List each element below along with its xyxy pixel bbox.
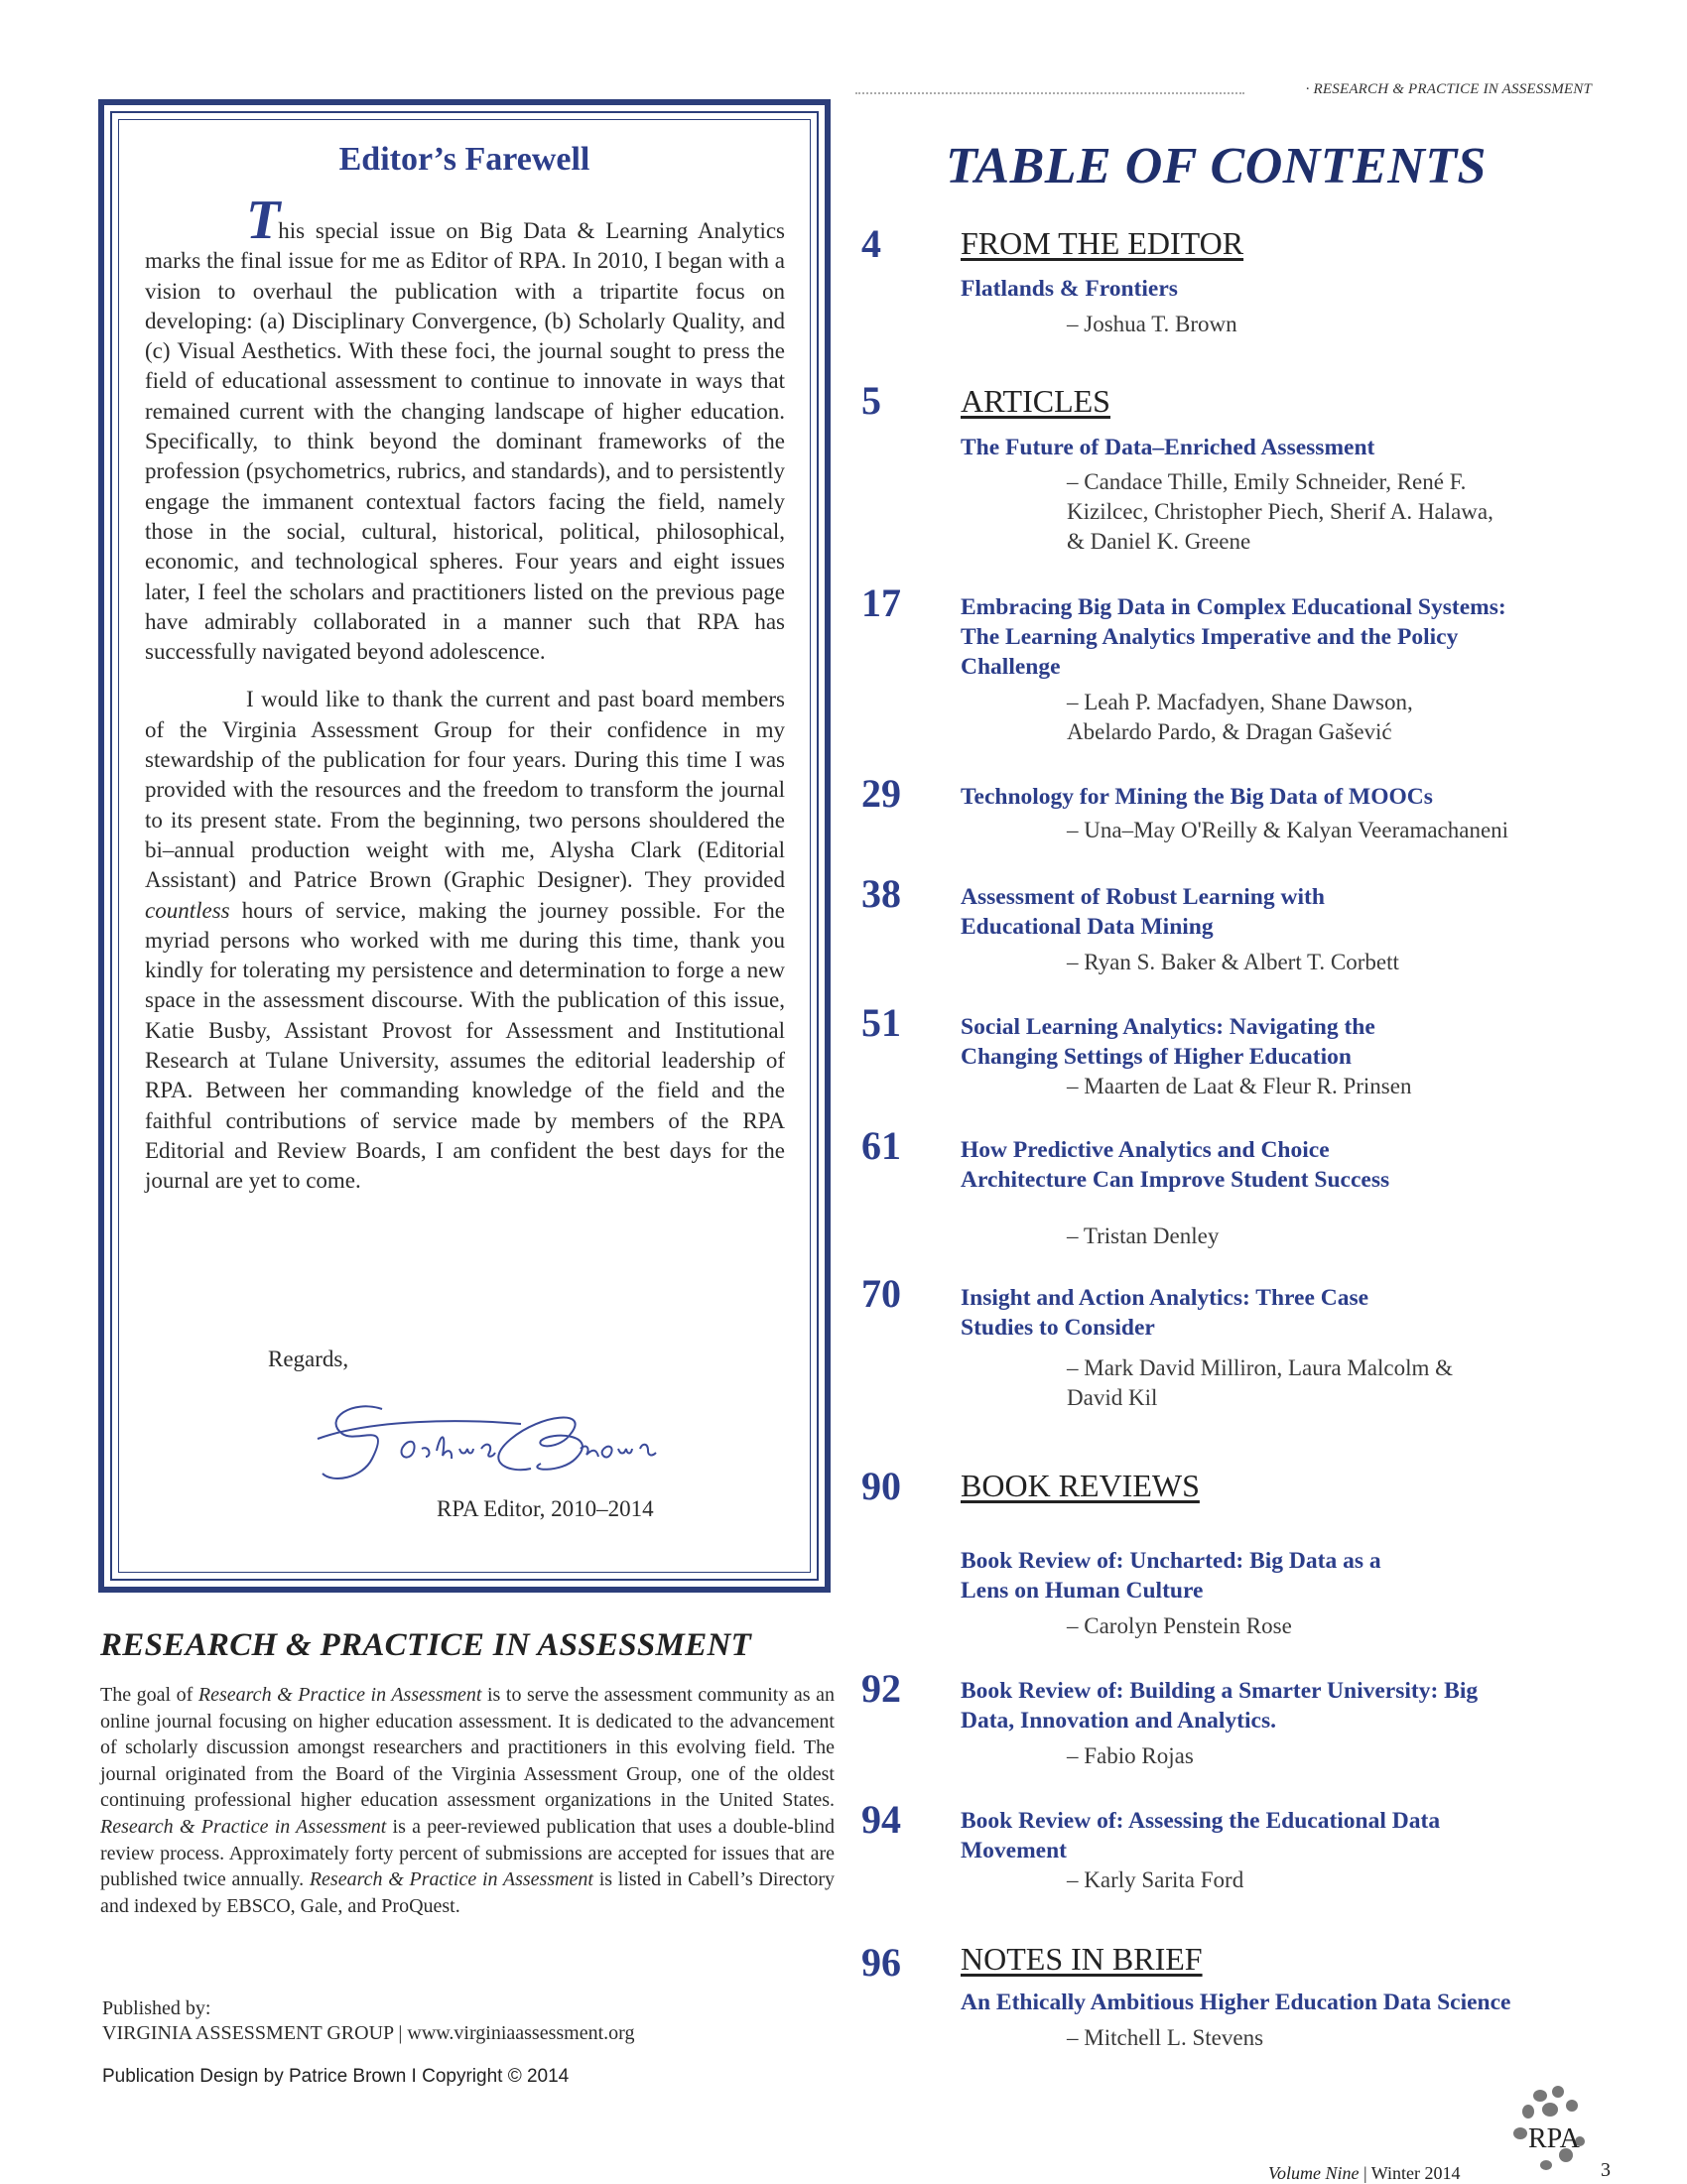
toc-article-title[interactable]: Social Learning Analytics: Navigating the Changing Settings of Higher Education <box>961 1014 1375 1070</box>
running-header: · RESEARCH & PRACTICE IN ASSESSMENT <box>1305 81 1592 97</box>
rpa-logo <box>1506 2082 1592 2176</box>
about-text-3: is a peer-reviewed publication that uses a double-blind review process. Approximately forty percent of submissions are accepted for issues that are published twice annually. <box>100 1815 835 1891</box>
toc-section-book-reviews[interactable]: BOOK REVIEWS <box>961 1468 1200 1503</box>
journal-name: Research & Practice in Assessment <box>100 1815 387 1838</box>
toc-page-number: 92 <box>861 1666 901 1711</box>
rpa-logo-text: RPA <box>1528 2123 1580 2154</box>
header-dotted-rule <box>855 92 1244 94</box>
farewell-paragraph-2-text-a: I would like to thank the current and past board members of the Virginia Assessment Group for their confidence in my stewardship of the publication for four years. During this time I was provided with the resources and the freedom to transform the journal to its present state. From the beginning, two persons shouldered the bi–annual production weight with me, Alysha Clark (Editorial Assistant) and Patrice Brown (Graphic Designer). They provided <box>145 687 785 893</box>
publisher-line: VIRGINIA ASSESSMENT GROUP | www.virginiaassessment.org <box>102 2022 635 2044</box>
toc-section-notes-in-brief[interactable]: NOTES IN BRIEF <box>961 1941 1203 1977</box>
toc-article-authors: – Tristan Denley <box>1067 1223 1220 1248</box>
toc-article-authors: – Joshua T. Brown <box>1067 312 1237 336</box>
toc-article-title[interactable]: Book Review of: Uncharted: Big Data as a Lens on Human Culture <box>961 1548 1381 1604</box>
toc-article-title[interactable]: Assessment of Robust Learning with Educational Data Mining <box>961 884 1325 940</box>
toc-article-authors: – Ryan S. Baker & Albert T. Corbett <box>1067 950 1399 974</box>
toc-article-title[interactable]: Flatlands & Frontiers <box>961 276 1178 302</box>
toc-article-authors: – Karly Sarita Ford <box>1067 1867 1244 1892</box>
toc-article-authors: – Maarten de Laat & Fleur R. Prinsen <box>1067 1074 1412 1098</box>
about-title: RESEARCH & PRACTICE IN ASSESSMENT <box>100 1627 752 1663</box>
toc-article-title[interactable]: Book Review of: Assessing the Educational Data Movement <box>961 1808 1441 1863</box>
toc-page-number: 61 <box>861 1123 901 1168</box>
footer-volume <box>1268 2163 1461 2184</box>
design-credits: Publication Design by Patrice Brown I Copyright © 2014 <box>102 2066 570 2087</box>
toc-page-number: 38 <box>861 871 901 916</box>
page-number: 3 <box>1601 2159 1611 2181</box>
toc-page-number: 94 <box>861 1797 901 1842</box>
about-body <box>100 1682 835 1919</box>
about-text-1: The goal of <box>100 1684 198 1706</box>
editor-signature <box>313 1379 710 1498</box>
toc-article-title[interactable]: An Ethically Ambitious Higher Education Data Science <box>961 1990 1511 2015</box>
toc-article-title[interactable]: How Predictive Analytics and Choice Architecture Can Improve Student Success <box>961 1137 1390 1193</box>
farewell-paragraph-2 <box>145 685 785 1196</box>
toc-article-authors: – Una–May O'Reilly & Kalyan Veeramachaneni <box>1067 818 1509 842</box>
toc-article-authors: – Carolyn Penstein Rose <box>1067 1613 1292 1638</box>
toc-section-articles[interactable]: ARTICLES <box>961 383 1110 419</box>
drop-cap: T <box>246 190 279 251</box>
toc-page-number: 70 <box>861 1271 901 1316</box>
toc-title: TABLE OF CONTENTS <box>946 138 1487 194</box>
toc-page-number: 51 <box>861 1000 901 1045</box>
journal-name: Research & Practice in Assessment <box>309 1868 593 1891</box>
toc-article-authors: – Fabio Rojas <box>1067 1743 1194 1768</box>
toc-article-authors: – Mark David Milliron, Laura Malcolm & David Kil <box>1067 1355 1454 1410</box>
issue-label: | Winter 2014 <box>1359 2163 1461 2183</box>
emphasis-countless: countless <box>145 897 230 923</box>
toc-page-number: 17 <box>861 580 901 625</box>
regards-closing: Regards, <box>268 1347 349 1371</box>
toc-page-number: 4 <box>861 221 881 266</box>
about-text-2: is to serve the assessment community as an online journal focusing on higher education assessment. It is dedicated to the advancement of scholarly discussion amongst researchers and practitioners in this evolving field. The journal originated from the Board of the Virginia Assessment Group, one of the oldest continuing professional higher education assessment organizations in the United States. <box>100 1684 836 1812</box>
toc-article-authors: – Candace Thille, Emily Schneider, René F. Kizilcec, Christopher Piech, Sherif A. Halawa, & Daniel K. Greene <box>1067 469 1493 554</box>
journal-name: Research & Practice in Assessment <box>197 1684 482 1706</box>
toc-page-number: 29 <box>861 771 901 816</box>
toc-article-authors: – Leah P. Macfadyen, Shane Dawson, Abelardo Pardo, & Dragan Gašević <box>1067 690 1413 744</box>
toc-section-from-the-editor[interactable]: FROM THE EDITOR <box>961 225 1244 261</box>
published-by <box>102 1996 634 2046</box>
toc-article-title[interactable]: The Future of Data–Enriched Assessment <box>961 435 1375 460</box>
toc-page-number: 5 <box>861 378 881 423</box>
farewell-body <box>145 190 785 1215</box>
published-by-label: Published by: <box>102 1997 211 2019</box>
toc-article-title[interactable]: Book Review of: Building a Smarter University: Big Data, Innovation and Analytics. <box>961 1678 1479 1734</box>
toc-page-number: 90 <box>861 1464 901 1508</box>
farewell-title: Editor’s Farewell <box>338 141 590 178</box>
signature-role: RPA Editor, 2010–2014 <box>437 1496 654 1521</box>
farewell-paragraph-1 <box>145 190 785 667</box>
toc-article-title[interactable]: Technology for Mining the Big Data of MOOCs <box>961 784 1433 810</box>
toc-article-authors: – Mitchell L. Stevens <box>1067 2025 1264 2050</box>
toc-article-title[interactable]: Insight and Action Analytics: Three Case Studies to Consider <box>961 1285 1369 1341</box>
volume-label: Volume Nine <box>1268 2163 1360 2183</box>
farewell-paragraph-1-text: his special issue on Big Data & Learning Analytics marks the final issue for me as Editor of RPA. In 2010, I began with a vision to overhaul the publication with a tripartite focus on developing: (a) Disciplinary Convergence, (b) Scholarly Quality, and (c) Visual Aesthetics. With these foci, the journal sought to press the field of educational assessment to continue to innovate in ways that remained current with the changing landscape of higher education. Specifically, to think beyond the dominant frameworks of the profession (psychometrics, rubrics, and standards), and to persistently engage the immanent contextual factors facing the field, namely those in the social, cultural, historical, political, philosophical, economic, and technological spheres. Four years and eight issues later, I feel the scholars and practitioners listed on the previous page have admirably collaborated in a manner such that RPA has successfully navigated beyond adolescence. <box>145 218 785 665</box>
farewell-paragraph-2-text-b: hours of service, making the journey possible. For the myriad persons who worked with me during this time, thank you kindly for tolerating my persistence and determination to forge a new space in the assessment discourse. With the publication of this issue, Katie Busby, Assistant Provost for Assessment and Institutional Research at Tulane University, assumes the editorial leadership of RPA. Between her commanding knowledge of the field and the faithful contributions of service made by members of the RPA Editorial and Review Boards, I am confident the best days for the journal are yet to come. <box>145 897 785 1194</box>
toc-page-number: 96 <box>861 1940 901 1985</box>
about-text-4: is listed in Cabell’s Directory and indexed by EBSCO, Gale, and ProQuest. <box>100 1868 836 1917</box>
toc-article-title[interactable]: Embracing Big Data in Complex Educational Systems: The Learning Analytics Imperative and the Policy Challenge <box>961 594 1506 680</box>
